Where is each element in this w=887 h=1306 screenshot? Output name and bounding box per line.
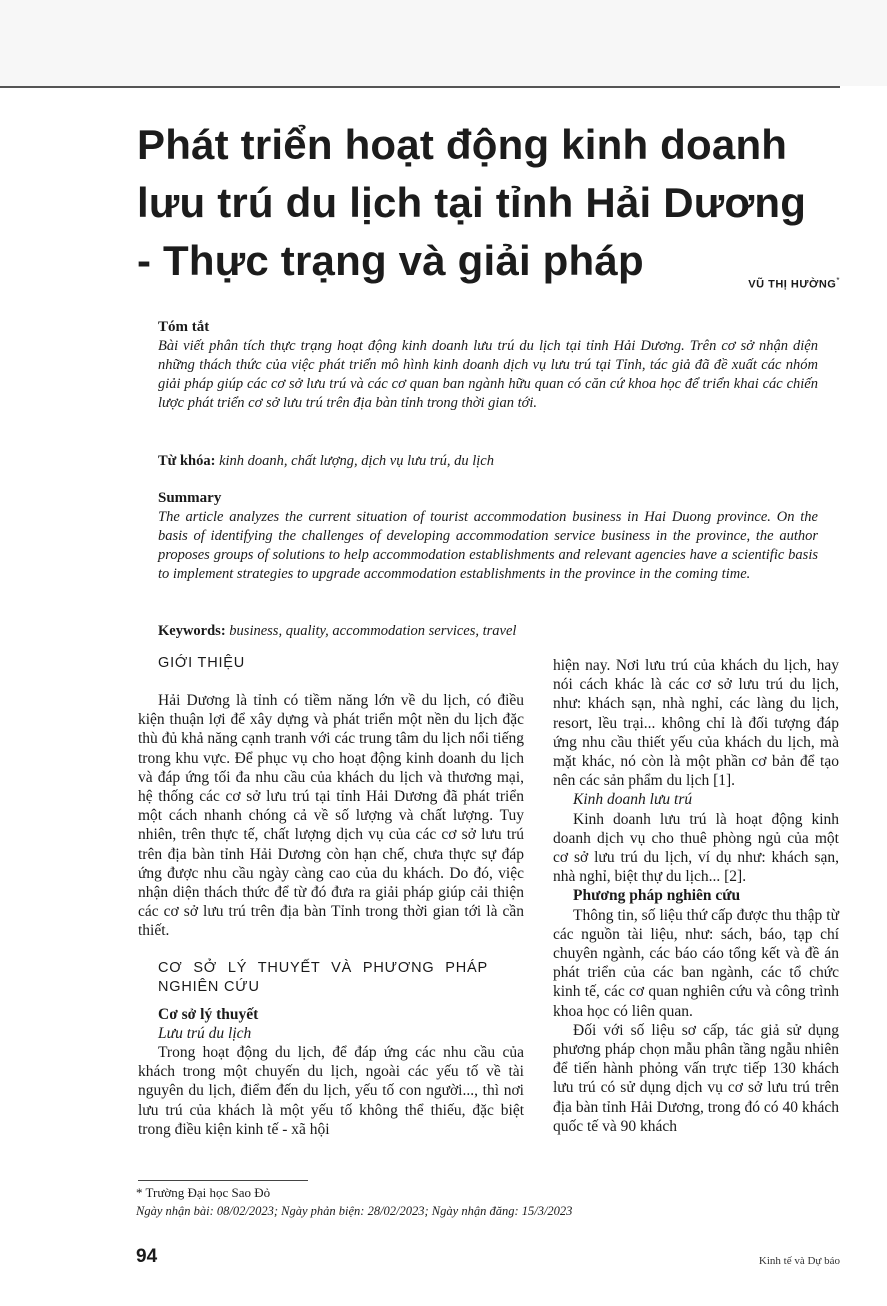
footnote-dates: Ngày nhận bài: 08/02/2023; Ngày phản biện: 28/02/2023; Ngày nhận đăng: 15/3/2023 [136,1204,573,1218]
footnote-rule [138,1180,308,1181]
keywords-en: business, quality, accommodation services, travel [229,623,517,639]
theory-heading-line-2: NGHIÊN CỨU [158,978,260,995]
theory-subheading: Cơ sở lý thuyết [158,1005,259,1023]
method-paragraph-1: Thông tin, số liệu thứ cấp được thu thập từ các nguồn tài liệu, như: sách, báo, tạp chí chuyên ngành, các báo cáo tổng kết và đề án phát triển của các ban ngành, các tổ chức kinh tế, các cơ quan nghiên cứu và công trình khoa học có liên quan. [553,906,839,1020]
footnote-affiliation: * Trường Đại học Sao Đỏ [136,1185,271,1200]
page-number: 94 [136,1246,158,1267]
theory-heading-line-1: CƠ SỞ LÝ THUYẾT VÀ PHƯƠNG PHÁP [158,959,488,976]
right-column [553,656,839,1136]
header-band [0,0,887,86]
summary-heading: Summary [158,490,222,506]
intro-heading: GIỚI THIỆU [158,655,246,671]
keywords-label-vi: Từ khóa: [158,453,216,469]
abstract-body: Bài viết phân tích thực trạng hoạt động kinh doanh lưu trú du lịch tại tỉnh Hải Dương. Trên cơ sở nhận diện những thách thức của việc phát triển mô hình kinh doanh dịch vụ lưu trú tại Tỉnh, tác giả đã đề xuất các nhóm giải pháp giúp các cơ sở lưu trú và các cơ quan ban ngành hữu quan có căn cứ khoa học để triển khai các chiến lược phát triển cơ sở lưu trú trên địa bàn tỉnh trong thời gian tới. [158,338,818,411]
abstract-keywords [158,452,818,471]
summary-keywords [158,622,818,641]
keywords-label-en: Keywords: [158,623,226,639]
business-paragraph: Kinh doanh lưu trú là hoạt động kinh doanh dịch vụ cho thuê phòng ngủ của một cơ sở lưu trú du lịch, ví dụ như: khách sạn, nhà nghỉ, biệt thự du lịch... [2]. [553,810,839,886]
left-column [138,652,524,1139]
title-line-1: Phát triển hoạt động kinh doanh [137,121,788,168]
business-subheading: Kinh doanh lưu trú [573,791,693,809]
lodging-subheading: Lưu trú du lịch [158,1024,252,1042]
title-line-2: lưu trú du lịch tại tỉnh Hải Dương [137,179,807,226]
method-subheading: Phương pháp nghiên cứu [573,887,741,905]
author-name: VŨ THỊ HƯỜNG* [748,276,840,291]
lodging-paragraph: Trong hoạt động du lịch, để đáp ứng các nhu cầu của khách trong một chuyến du lịch, ngoài các yếu tố về tài nguyên du lịch, điểm đến du lịch, yếu tố con người..., thì nơi lưu trú của khách là một yếu tố không thể thiếu, đặc biệt trong điều kiện kinh tế - xã hội [138,1044,524,1138]
continued-paragraph: hiện nay. Nơi lưu trú của khách du lịch, hay nói cách khác là các cơ sở lưu trú du lịch, như: khách sạn, nhà nghỉ, các làng du lịch, resort, lều trại... không chỉ là đối tượng đáp ứng nhu cầu thiết yếu của khách du lịch, mà mặt khác, nó còn là một phần cơ bản để tạo nên các sản phẩm du lịch [1]. [553,657,839,790]
author-footnote-mark: * [836,276,840,285]
intro-paragraph: Hải Dương là tỉnh có tiềm năng lớn về du lịch, có điều kiện thuận lợi để xây dựng và phát triển một nền du lịch đặc thù đủ khả năng cạnh tranh với các trung tâm du lịch nổi tiếng trong khu vực. Để phục vụ cho hoạt động kinh doanh du lịch và đáp ứng tối đa nhu cầu của khách du lịch và thương mại, hệ thống các cơ sở lưu trú tại tỉnh Hải Dương đã phát triển một cách nhanh chóng cả về số lượng và chất lượng. Tuy nhiên, trên thực tế, chất lượng dịch vụ của các cơ sở lưu trú trên địa bàn tỉnh Hải Dương còn hạn chế, chưa thực sự đáp ứng được nhu cầu ngày càng cao của du khách. Do đó, việc nhận diện thách thức để từ đó đưa ra giải pháp giúp cải thiện các cơ sở lưu trú trên địa bàn Tỉnh trong thời gian tới là cần thiết. [138,692,524,940]
title-line-3: - Thực trạng và giải pháp [137,237,644,284]
summary-block [158,489,818,584]
journal-name: Kinh tế và Dự báo [758,1255,840,1267]
article-title [137,116,857,290]
keywords-vi: kinh doanh, chất lượng, dịch vụ lưu trú, du lịch [219,453,494,469]
abstract-heading: Tóm tắt [158,319,210,335]
method-paragraph-2: Đối với số liệu sơ cấp, tác giả sử dụng phương pháp chọn mẫu phân tầng ngẫu nhiên để tiến hành phỏng vấn trực tiếp 130 khách lưu trú có sử dụng dịch vụ cơ sở lưu trú trên địa bàn tỉnh Hải Dương, trong đó có 40 khách quốc tế và 90 khách [553,1021,839,1135]
abstract-block [158,318,818,413]
header-rule [0,86,840,88]
summary-body: The article analyzes the current situation of tourist accommodation business in Hai Duong province. On the basis of identifying the challenges of developing accommodation service business in the province, the author proposes groups of solutions to help accommodation establishments and relevant agencies have a scientific basis to implement strategies to upgrade accommodation establishments in the province in the coming time. [158,509,818,582]
